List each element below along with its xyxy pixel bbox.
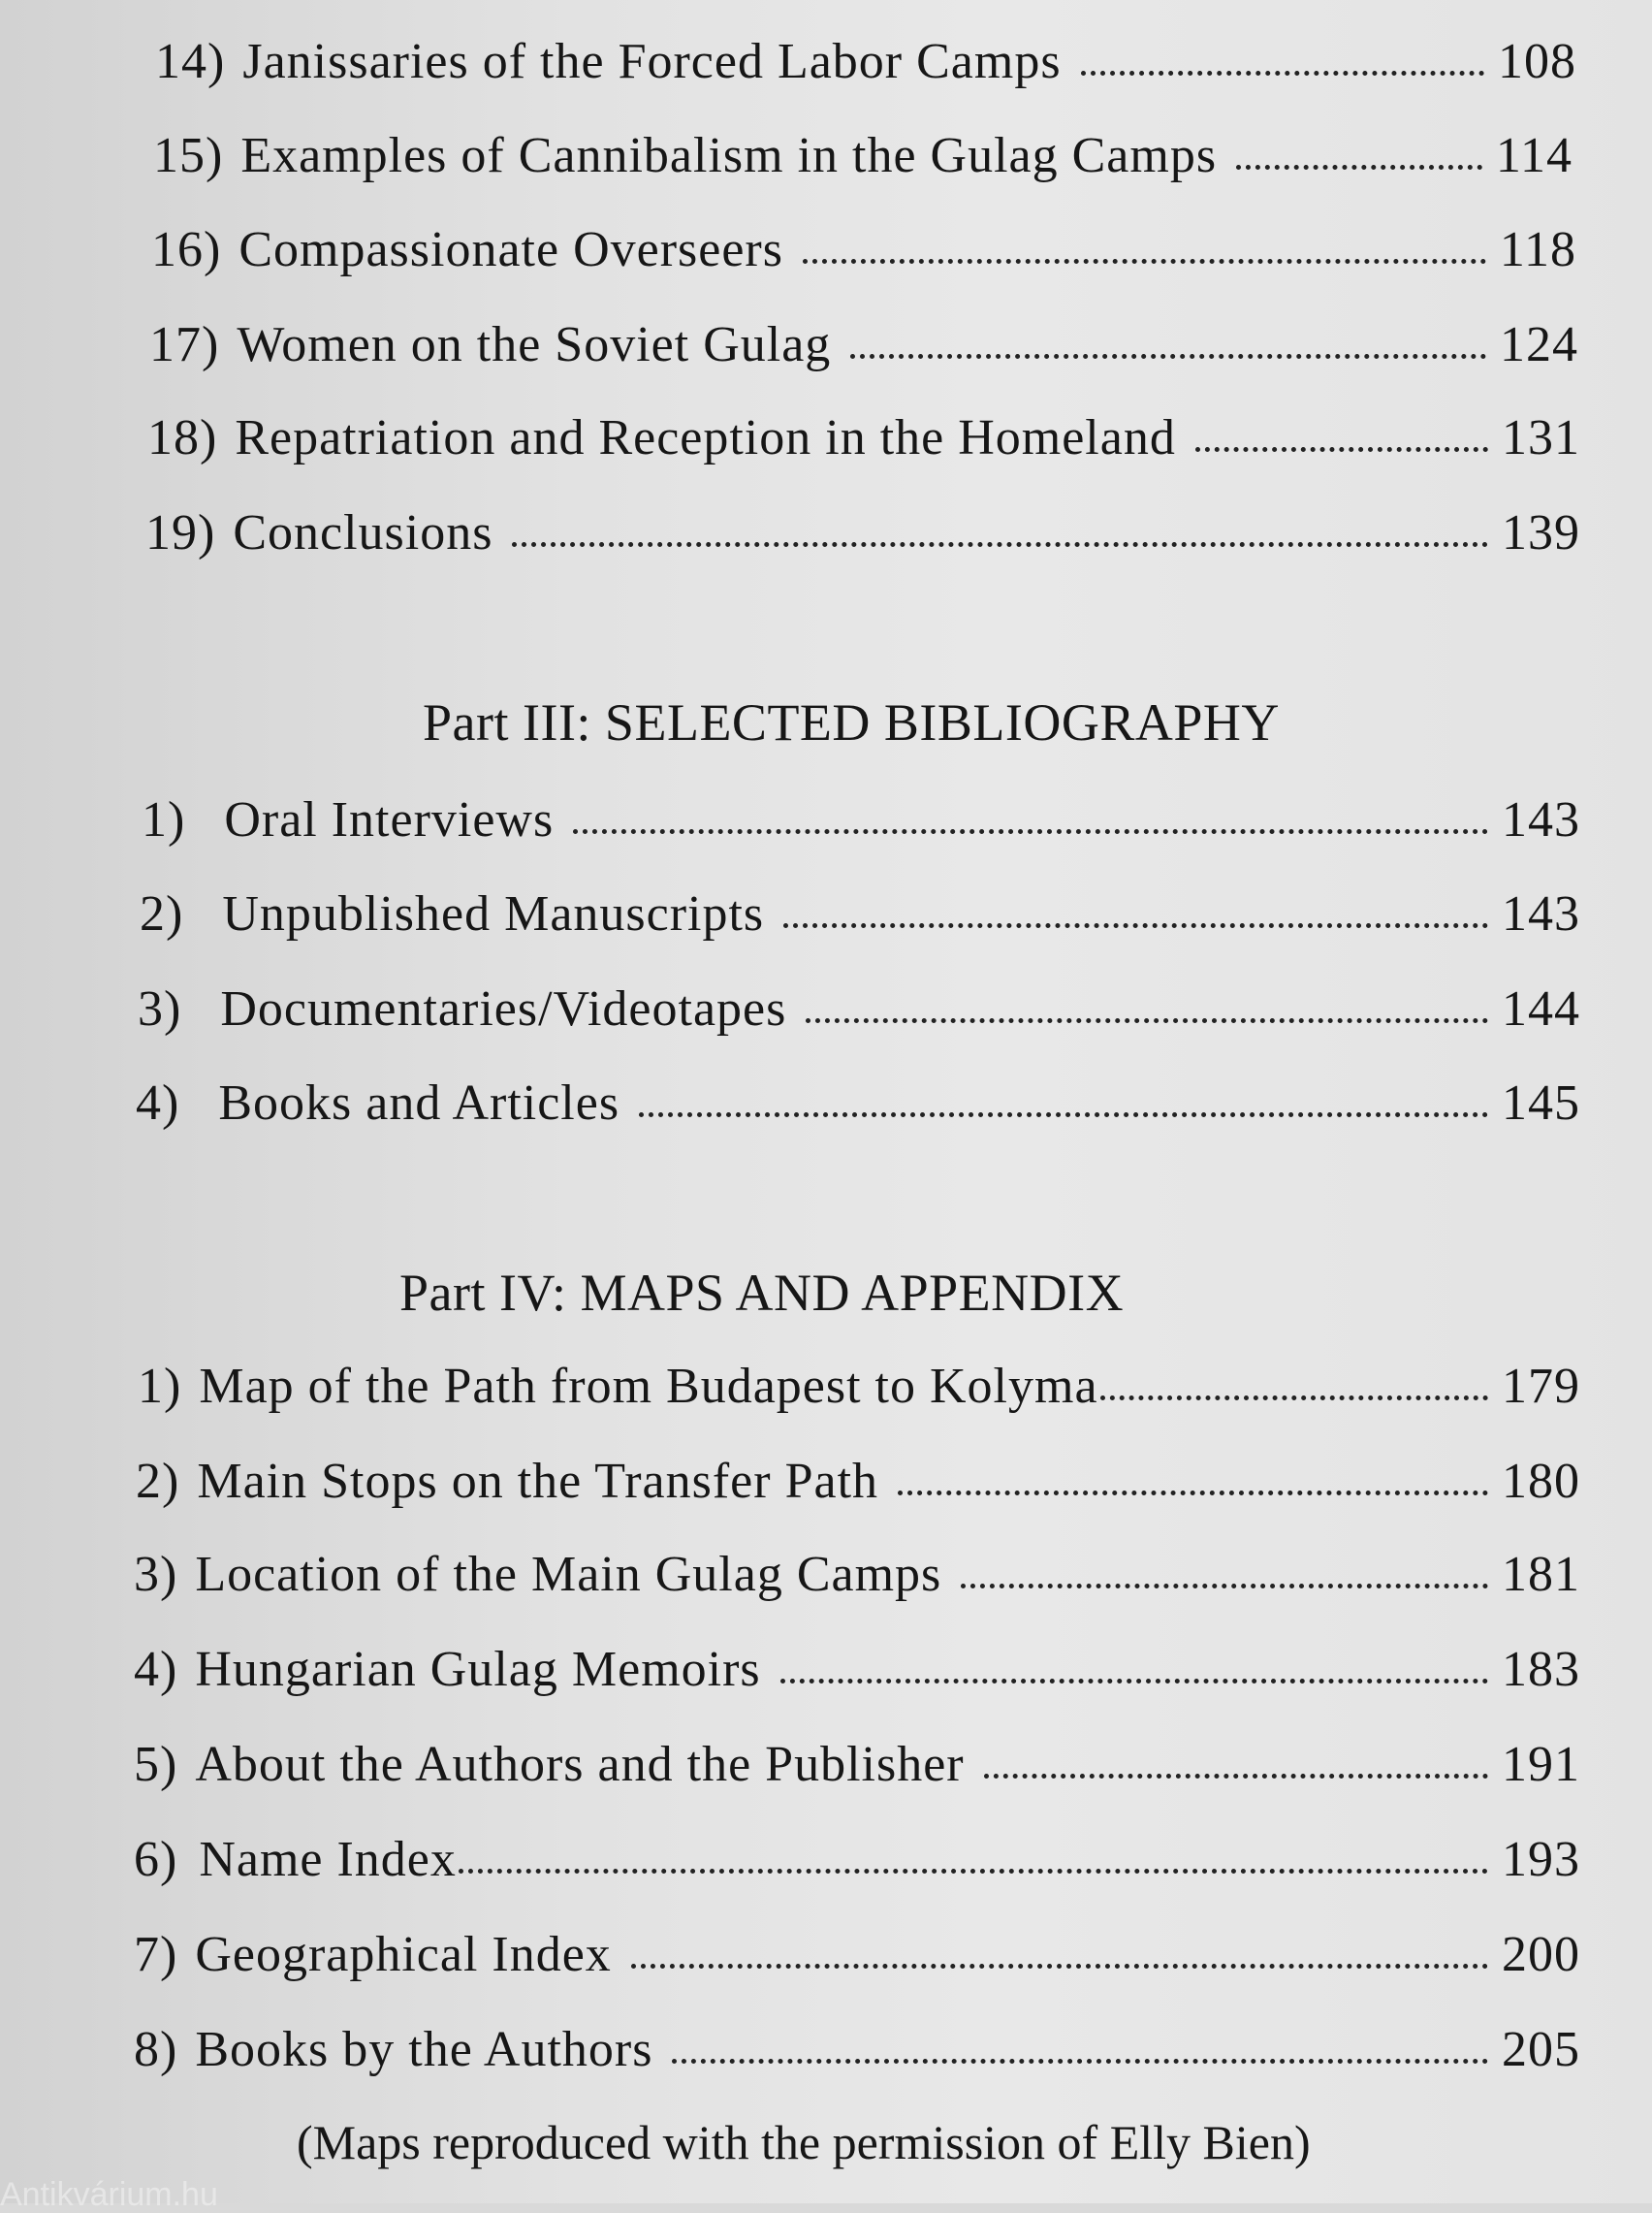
entry-number: 7) (134, 1927, 178, 1982)
entry-title: Conclusions (233, 505, 493, 561)
entry-title: Compassionate Overseers (238, 222, 783, 277)
entry-number: 15) (153, 128, 224, 183)
dot-leader (780, 1679, 1488, 1684)
dot-leader (803, 259, 1486, 264)
entry-number: 3) (138, 981, 182, 1037)
entry-title: Janissaries of the Forced Labor Camps (242, 34, 1062, 89)
entry-page: 179 (1502, 1359, 1580, 1414)
dot-leader (1081, 71, 1484, 76)
entry-number: 5) (134, 1737, 178, 1792)
watermark-text: Antikvárium.hu (0, 2176, 218, 2213)
entry-number: 16) (151, 222, 222, 277)
entry-page: 144 (1502, 981, 1580, 1037)
dot-leader (672, 2059, 1488, 2064)
entry-page: 183 (1502, 1642, 1580, 1697)
toc-entry (136, 1454, 1580, 1509)
entry-page: 114 (1495, 128, 1573, 183)
entry-title: Documentaries/Videotapes (220, 981, 787, 1037)
entry-title: Name Index (199, 1832, 457, 1887)
entry-number: 19) (145, 505, 216, 561)
dot-leader (573, 829, 1488, 834)
entry-page: 200 (1502, 1927, 1580, 1982)
entry-page: 143 (1502, 886, 1580, 942)
entry-number: 2) (140, 886, 184, 942)
dot-leader (459, 1869, 1488, 1874)
entry-number: 4) (136, 1075, 180, 1131)
entry-number: 1) (138, 1359, 182, 1414)
entry-number: 1) (142, 792, 186, 848)
toc-entry (142, 792, 1580, 848)
entry-page: 131 (1502, 410, 1580, 465)
dot-leader (1100, 1395, 1488, 1400)
section-heading-part-iv: Part IV: MAPS AND APPENDIX (399, 1264, 1125, 1322)
toc-entry (134, 1642, 1580, 1697)
entry-title: Map of the Path from Budapest to Kolyma (199, 1359, 1098, 1414)
dot-leader (1236, 165, 1482, 170)
toc-entry (138, 981, 1580, 1037)
entry-page: 143 (1502, 792, 1580, 848)
entry-title: Women on the Soviet Gulag (237, 317, 832, 372)
toc-entry (149, 317, 1578, 372)
entry-title: Books and Articles (218, 1075, 620, 1131)
entry-title: Oral Interviews (224, 792, 555, 848)
entry-page: 145 (1502, 1075, 1580, 1131)
entry-page: 181 (1502, 1547, 1580, 1602)
toc-entry (155, 34, 1576, 89)
entry-number: 8) (134, 2022, 178, 2077)
entry-number: 2) (136, 1454, 180, 1509)
entry-title: Books by the Authors (195, 2022, 653, 2077)
entry-page: 124 (1500, 317, 1578, 372)
toc-entry (138, 1359, 1580, 1414)
toc-entry (134, 1737, 1580, 1792)
entry-page: 139 (1502, 505, 1580, 561)
toc-entry (136, 1075, 1580, 1131)
toc-entry (153, 128, 1573, 183)
entry-number: 18) (147, 410, 218, 465)
entry-page: 118 (1499, 222, 1576, 277)
dot-leader (984, 1774, 1488, 1779)
entry-title: Repatriation and Reception in the Homeland (235, 410, 1176, 465)
toc-entry (140, 886, 1580, 942)
entry-page: 180 (1502, 1454, 1580, 1509)
toc-entry (134, 1927, 1580, 1982)
dot-leader (512, 542, 1488, 547)
dot-leader (898, 1491, 1488, 1495)
entry-title: Unpublished Manuscripts (222, 886, 765, 942)
toc-entry (145, 505, 1580, 561)
entry-number: 3) (134, 1547, 178, 1602)
entry-title: Examples of Cannibalism in the Gulag Camps (240, 128, 1218, 183)
toc-entry (134, 1832, 1580, 1887)
entry-title: Location of the Main Gulag Camps (195, 1547, 942, 1602)
section-heading-part-iii: Part III: SELECTED BIBLIOGRAPHY (423, 693, 1280, 752)
entry-page: 193 (1502, 1832, 1580, 1887)
toc-entry (147, 410, 1580, 465)
entry-page: 205 (1502, 2022, 1580, 2077)
dot-leader (639, 1112, 1488, 1117)
dot-leader (961, 1584, 1488, 1588)
entry-number: 6) (134, 1832, 178, 1887)
dot-leader (850, 354, 1486, 359)
dot-leader (783, 923, 1488, 928)
entry-page: 108 (1498, 34, 1576, 89)
maps-permission-note: (Maps reproduced with the permission of Elly Bien) (297, 2115, 1311, 2169)
toc-entry (134, 1547, 1580, 1602)
entry-title: About the Authors and the Publisher (195, 1737, 965, 1792)
entry-number: 17) (149, 317, 220, 372)
dot-leader (631, 1964, 1488, 1969)
entry-title: Hungarian Gulag Memoirs (195, 1642, 761, 1697)
entry-page: 191 (1502, 1737, 1580, 1792)
entry-title: Geographical Index (195, 1927, 612, 1982)
dot-leader (1195, 447, 1488, 452)
entry-number: 14) (155, 34, 226, 89)
toc-entry (151, 222, 1576, 277)
entry-number: 4) (134, 1642, 178, 1697)
toc-entry (134, 2022, 1580, 2077)
entry-title: Main Stops on the Transfer Path (197, 1454, 879, 1509)
dot-leader (806, 1018, 1488, 1023)
